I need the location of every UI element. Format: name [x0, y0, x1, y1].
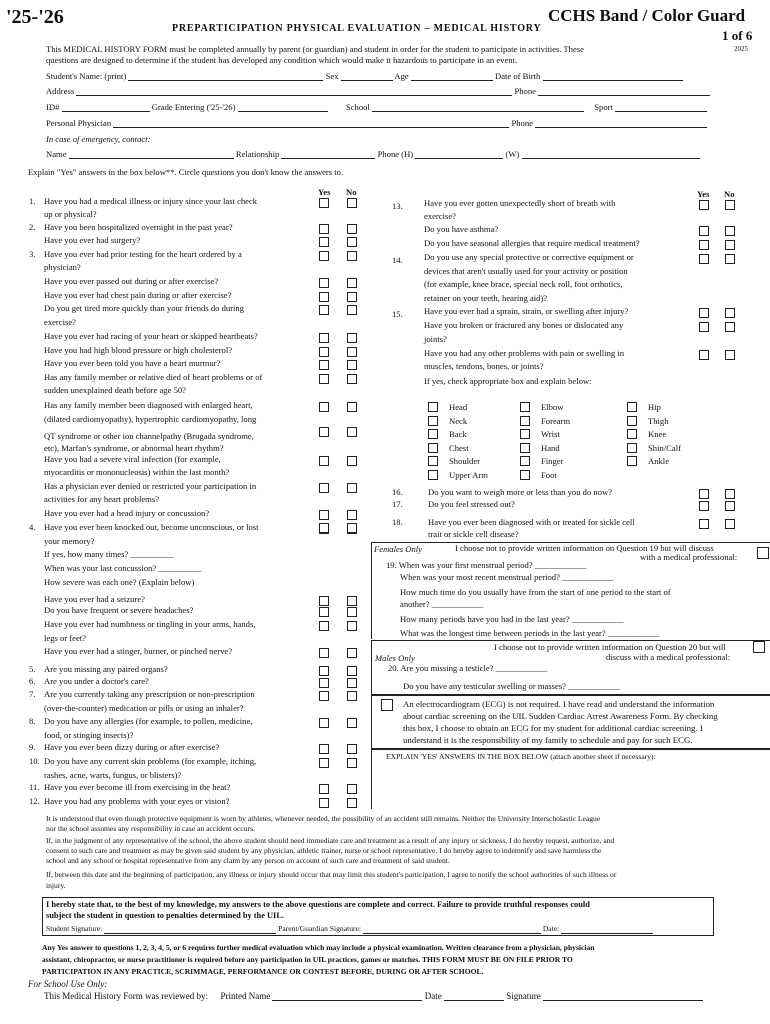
question-text: myocarditis or mononucleosis) within the last month? [44, 467, 230, 477]
question-number: 18. [392, 517, 403, 527]
physician-row [46, 118, 707, 128]
question-text: Have you ever been told you have a heart murmur? [44, 358, 221, 368]
question-yes-checkbox[interactable] [319, 456, 329, 466]
liability-text-2: nor the school assumes any responsibility in case an accident occurs. [46, 824, 255, 833]
date-field[interactable] [561, 925, 653, 934]
question-yes-checkbox[interactable] [699, 200, 709, 210]
body-part-checkbox[interactable] [627, 443, 637, 453]
question-yes-checkbox[interactable] [319, 374, 329, 384]
question-text: Have you had a medical illness or injury since your last check [44, 196, 258, 206]
question-yes-checkbox[interactable] [319, 237, 329, 247]
males-opt-out-checkbox[interactable] [753, 641, 765, 653]
body-part-checkbox[interactable] [428, 402, 438, 412]
question-no-checkbox[interactable] [347, 784, 357, 794]
body-part-label: Shoulder [449, 456, 481, 467]
physician-field[interactable] [113, 118, 509, 128]
body-part-label: Upper Arm [449, 470, 488, 480]
reviewed-row [44, 991, 703, 1001]
question-no-checkbox[interactable] [347, 251, 357, 261]
body-part-label: Forearm [541, 415, 571, 426]
review-signature-field[interactable] [543, 991, 703, 1001]
body-part-checkbox[interactable] [520, 416, 530, 426]
any-yes-text-2: assistant, chiropractor, or nurse practitioner is required before any participation in UIL practices, games or matches. THIS FORM MUST BE ON FILE PRIOR TO [42, 955, 573, 964]
question-text: Have you had a severe viral infection (for example, [44, 454, 221, 464]
question-number: 4. [29, 522, 36, 532]
question-text: exercise? [44, 317, 76, 327]
female-q19-longest-time: What was the longest time between periods in the last year? ____________ [400, 628, 660, 638]
review-date-field[interactable] [444, 991, 504, 1001]
address-label: Address [46, 86, 75, 96]
any-yes-text-3: PARTICIPATION IN ANY PRACTICE, SCRIMMAGE, PERFORMANCE OR CONTEST BEFORE, DURING OR AFTER SCHOOL. [42, 967, 484, 976]
explain-instructions: Explain "Yes" answers in the box below**. Circle questions you don't know the answers to. [28, 167, 344, 177]
phone-w-label: (W) [505, 149, 520, 159]
question-no-checkbox[interactable] [725, 519, 735, 529]
body-part-label: Back [449, 429, 467, 440]
question-no-checkbox[interactable] [725, 322, 735, 332]
explain-yes-label: EXPLAIN 'YES' ANSWERS IN THE BOX BELOW (attach another sheet if necessary): [386, 752, 656, 761]
question-text: How severe was each one? (Explain below) [44, 577, 195, 587]
id-label: ID# [46, 102, 60, 112]
question-text: Do you want to weigh more or less than you do now? [428, 487, 613, 497]
notify-text-1: If, between this date and the beginning of participation, any illness or injury should occur that may limit this student's participation, I agree to notify the school authorities of such illness or [46, 870, 617, 879]
question-text: etc), Marfan's syndrome, or abnormal heart rhythm? [44, 443, 224, 453]
question-yes-checkbox[interactable] [699, 501, 709, 511]
contact-name-field[interactable] [69, 149, 234, 159]
dob-field[interactable] [543, 71, 683, 81]
question-text: Have you ever been dizzy during or after exercise? [44, 742, 220, 752]
intro-line-1: This MEDICAL HISTORY FORM must be completed annually by parent (or guardian) and student in order for the student to participate in activities. These [46, 44, 584, 54]
question-yes-checkbox[interactable] [319, 402, 329, 412]
question-number: 8. [29, 716, 36, 726]
body-part-label: Knee [648, 429, 667, 440]
sex-label: Sex [325, 71, 339, 81]
body-part-checkbox[interactable] [428, 443, 438, 453]
page-number: 1 of 6 [722, 28, 753, 43]
question-text: retainer on your teeth, hearing aid)? [424, 293, 548, 303]
question-yes-checkbox[interactable] [319, 251, 329, 261]
question-text: Have you had any other problems with pain or swelling in [424, 348, 625, 358]
females-choose-text: I choose not to provide written information on Question 19 but will discuss [455, 543, 714, 553]
question-no-checkbox[interactable] [347, 374, 357, 384]
question-yes-checkbox[interactable] [699, 322, 709, 332]
consent-text-3: school and any school or hospital representative from any claim by any person on account of such care and treatment of said student. [46, 856, 450, 865]
right-yes-header: Yes [697, 189, 710, 199]
grade-label: Grade Entering ('25-'26) [151, 102, 236, 112]
question-yes-checkbox[interactable] [319, 666, 329, 676]
sport-label: Sport [594, 102, 613, 112]
question-no-checkbox[interactable] [347, 607, 357, 617]
question-text: Have you ever had racing of your heart or skipped heartbeats? [44, 331, 258, 341]
physician-phone-label: Phone [511, 118, 533, 128]
question-text: devices that aren't usually used for your activity or position [424, 266, 628, 276]
body-part-label: Head [449, 402, 468, 412]
question-no-checkbox[interactable] [347, 596, 357, 606]
signature-row [46, 924, 653, 934]
question-no-checkbox[interactable] [347, 237, 357, 247]
body-part-checkbox[interactable] [627, 429, 637, 439]
body-part-checkbox[interactable] [428, 429, 438, 439]
question-text: up or physical? [44, 209, 97, 219]
question-text: rashes, acne, warts, fungus, or blisters)? [44, 770, 182, 780]
question-no-checkbox[interactable] [347, 278, 357, 288]
question-text: Have you ever been knocked out, become unconscious, or lost [44, 522, 259, 532]
question-text: muscles, tendons, bones, or joints? [424, 361, 544, 371]
question-yes-checkbox[interactable] [319, 596, 329, 606]
question-yes-checkbox[interactable] [319, 427, 329, 437]
question-no-checkbox[interactable] [725, 254, 735, 264]
question-no-checkbox[interactable] [347, 483, 357, 493]
question-text: Do you have any allergies (for example, to pollen, medicine, [44, 716, 253, 726]
consent-text-1: If, in the judgment of any representative of the school, the above student should need immediate care and treatment as a result of any injury or sickness, I do hereby request, authorize, and [46, 836, 615, 845]
question-text: When was your last concussion? __________ [44, 563, 202, 573]
question-text: Have you ever become ill from exercising in the heat? [44, 782, 231, 792]
sex-field[interactable] [341, 71, 393, 81]
question-text: Do you feel stressed out? [428, 499, 515, 509]
body-part-label: Elbow [541, 402, 564, 412]
question-yes-checkbox[interactable] [319, 758, 329, 768]
question-text: Have you ever gotten unexpectedly short of breath with [424, 198, 616, 208]
question-text: Are you currently taking any prescription or non-prescription [44, 689, 255, 699]
question-no-checkbox[interactable] [347, 347, 357, 357]
printed-name-field[interactable] [272, 991, 422, 1001]
body-part-checkbox[interactable] [520, 429, 530, 439]
question-text: food, or stinging insects)? [44, 730, 134, 740]
males-label: Males Only [375, 653, 415, 663]
question-yes-checkbox[interactable] [699, 350, 709, 360]
question-number: 10. [29, 756, 40, 766]
question-text: Are you missing any paired organs? [44, 664, 168, 674]
question-number: 2. [29, 222, 36, 232]
question-no-checkbox[interactable] [347, 456, 357, 466]
statement-text-2: subject the student in question to penalties determined by the UIL. [46, 911, 285, 920]
student-signature-label: Student Signature: [46, 924, 103, 933]
female-q19-periods-last-year: How many periods have you had in the last year? ____________ [400, 614, 624, 624]
parent-signature-field[interactable] [363, 925, 541, 934]
id-row [46, 102, 707, 112]
question-no-checkbox[interactable] [347, 292, 357, 302]
review-date-label: Date [424, 991, 442, 1001]
question-text: exercise? [424, 211, 456, 221]
student-signature-field[interactable] [104, 925, 276, 934]
question-text: Are you under a doctor's care? [44, 676, 149, 686]
question-no-checkbox[interactable] [347, 798, 357, 808]
question-no-checkbox[interactable] [347, 198, 357, 208]
notify-text-2: injury. [46, 881, 66, 890]
question-no-checkbox[interactable] [347, 744, 357, 754]
question-text: Do you have seasonal allergies that require medical treatment? [424, 238, 640, 248]
question-number: 15. [392, 309, 403, 319]
question-text: Have you ever been diagnosed with or treated for sickle cell [428, 517, 635, 527]
question-no-checkbox[interactable] [725, 240, 735, 250]
question-no-checkbox[interactable] [347, 691, 357, 701]
question-yes-checkbox[interactable] [319, 718, 329, 728]
question-no-checkbox[interactable] [725, 489, 735, 499]
age-field[interactable] [411, 71, 493, 81]
question-number: 5. [29, 664, 36, 674]
org-name: CCHS Band / Color Guard [548, 6, 746, 25]
question-text: Have you ever had surgery? [44, 235, 141, 245]
question-text: Have you had any problems with your eyes or vision? [44, 796, 230, 806]
question-text: Do you have frequent or severe headaches? [44, 605, 194, 615]
phone-field[interactable] [538, 86, 710, 96]
sport-field[interactable] [615, 102, 707, 112]
body-part-label: Shin/Calf [648, 442, 681, 453]
age-label: Age [394, 71, 409, 81]
question-no-checkbox[interactable] [347, 648, 357, 658]
question-no-checkbox[interactable] [725, 501, 735, 511]
question-number: 6. [29, 676, 36, 686]
question-text: Has any family member or relative died of heart problems or of [44, 372, 263, 382]
question-yes-checkbox[interactable] [319, 798, 329, 808]
question-text: Have you had high blood pressure or high cholesterol? [44, 345, 233, 355]
question-no-checkbox[interactable] [725, 226, 735, 236]
question-no-checkbox[interactable] [725, 200, 735, 210]
question-number: 16. [392, 487, 403, 497]
question-yes-checkbox[interactable] [319, 198, 329, 208]
question-yes-checkbox[interactable] [319, 678, 329, 688]
question-yes-checkbox[interactable] [319, 607, 329, 617]
question-no-checkbox[interactable] [347, 718, 357, 728]
ecg-text-1: An electrocardiogram (ECG) is not required. I have read and understand the information [403, 699, 715, 709]
question-no-checkbox[interactable] [347, 360, 357, 370]
female-q19-recent-period: When was your most recent menstrual period? ____________ [400, 572, 614, 582]
question-number: 3. [29, 249, 36, 259]
left-yes-header: Yes [318, 187, 331, 197]
body-part-label: Hip [648, 402, 661, 412]
question-number: 1. [29, 196, 36, 206]
statement-text-1: I hereby state that, to the best of my knowledge, my answers to the above questions are complete and correct. Failure to provide truthful responses could [46, 900, 590, 909]
question-yes-checkbox[interactable] [319, 648, 329, 658]
body-part-label: Neck [449, 415, 468, 426]
form-title: PREPARTICIPATION PHYSICAL EVALUATION – MEDICAL HISTORY [172, 23, 542, 34]
female-q19-first-period: 19. When was your first menstrual period? ____________ [386, 560, 587, 570]
question-text: Have you ever had prior testing for the heart ordered by a [44, 249, 242, 259]
question-yes-checkbox[interactable] [319, 347, 329, 357]
student-name-field[interactable] [128, 71, 323, 81]
relationship-field[interactable] [281, 149, 375, 159]
question-text: trait or sickle cell disease? [428, 529, 519, 539]
question-yes-checkbox[interactable] [319, 523, 329, 533]
emergency-label: In case of emergency, contact: [46, 134, 151, 144]
males-choose-text: I choose not to provide written information on Question 20 but will [494, 642, 726, 652]
physician-phone-field[interactable] [535, 118, 707, 128]
right-no-header: No [724, 189, 735, 199]
review-signature-label: Signature [506, 991, 541, 1001]
body-part-checkbox[interactable] [627, 456, 637, 466]
question-text: Have you ever had numbness or tingling in your arms, hands, [44, 619, 256, 629]
females-opt-out-checkbox[interactable] [757, 547, 769, 559]
male-q20-missing-testicle: 20. Are you missing a testicle? ____________ [388, 663, 548, 673]
body-part-label: Finger [541, 456, 564, 467]
question-yes-checkbox[interactable] [319, 784, 329, 794]
question-no-checkbox[interactable] [347, 305, 357, 315]
question-text: Have you broken or fractured any bones or dislocated any [424, 320, 624, 330]
question-no-checkbox[interactable] [347, 510, 357, 520]
question-yes-checkbox[interactable] [319, 292, 329, 302]
question-yes-checkbox[interactable] [319, 224, 329, 234]
question-number: 13. [392, 201, 403, 211]
id-field[interactable] [62, 102, 150, 112]
question-text: Do you have asthma? [424, 224, 499, 234]
phone-w-field[interactable] [522, 149, 700, 159]
question-number: 7. [29, 689, 36, 699]
question-text: activities for any heart problems? [44, 494, 160, 504]
body-part-checkbox[interactable] [520, 456, 530, 466]
body-part-checkbox[interactable] [627, 416, 637, 426]
question-yes-checkbox[interactable] [699, 308, 709, 318]
question-no-checkbox[interactable] [725, 308, 735, 318]
address-row [46, 86, 710, 96]
question-yes-checkbox[interactable] [319, 510, 329, 520]
question-text: Has a physician ever denied or restricted your participation in [44, 481, 257, 491]
liability-text-1: It is understood that even though protective equipment is worn by athletes, whenever needed, the possibility of an accident still remains. Neither the University Interscholastic League [46, 814, 601, 823]
question-number: 14. [392, 255, 403, 265]
question-number: 11. [29, 782, 40, 792]
intro-line-2: questions are designed to determine if the student has developed any condition which would make it hazardous to participate in an event. [46, 55, 518, 65]
question-no-checkbox[interactable] [347, 333, 357, 343]
address-field[interactable] [76, 86, 512, 96]
phone-h-field[interactable] [415, 149, 503, 159]
reviewed-label: This Medical History Form was reviewed by: [44, 991, 208, 1001]
body-part-label: Ankle [648, 456, 670, 467]
question-text: If yes, how many times? __________ [44, 549, 174, 559]
printed-name-label: Printed Name [220, 991, 271, 1001]
question-text: sudden unexplained death before age 50? [44, 385, 186, 395]
question-yes-checkbox[interactable] [699, 226, 709, 236]
school-label: School [345, 102, 370, 112]
question-text: Have you ever had chest pain during or after exercise? [44, 290, 232, 300]
question-number: 9. [29, 742, 36, 752]
female-q19-time-between: How much time do you usually have from the start of one period to the start of [400, 587, 671, 597]
question-number: 17. [392, 499, 403, 509]
parent-signature-label: Parent/Guardian Signature: [278, 924, 362, 933]
males-choose-text-2: discuss with a medical professional: [606, 652, 731, 662]
females-choose-text-2: with a medical professional: [640, 552, 738, 562]
body-part-label: Wrist [541, 429, 560, 440]
body-part-checkbox[interactable] [520, 443, 530, 453]
body-part-label: Thigh [648, 415, 669, 426]
form-year-small: 2025 [734, 45, 748, 53]
question-no-checkbox[interactable] [725, 350, 735, 360]
question-yes-checkbox[interactable] [699, 240, 709, 250]
question-text: Have you ever had a stinger, burner, or pinched nerve? [44, 646, 233, 656]
emergency-row [46, 149, 700, 159]
question-no-checkbox[interactable] [347, 402, 357, 412]
left-no-header: No [346, 187, 357, 197]
question-text: Have you ever had a head injury or concussion? [44, 508, 210, 518]
question-text: (over-the-counter) medication or pills or using an inhaler? [44, 703, 244, 713]
female-q19-another: another? ____________ [400, 599, 484, 609]
phone-h-label: Phone (H) [377, 149, 414, 159]
body-part-checkbox[interactable] [520, 470, 530, 480]
question-text: legs or feet? [44, 633, 86, 643]
question-no-checkbox[interactable] [347, 678, 357, 688]
body-part-checkbox[interactable] [428, 456, 438, 466]
question-no-checkbox[interactable] [347, 523, 357, 533]
question-text: Have you ever had a seizure? [44, 594, 145, 604]
body-part-checkbox[interactable] [627, 402, 637, 412]
relationship-label: Relationship [235, 149, 280, 159]
ecg-checkbox[interactable] [381, 699, 393, 711]
school-field[interactable] [372, 102, 584, 112]
consent-text-2: consent to such care and treatment as may be given said student by any physician, athletic trainer, nurse or school representative. I do hereby agree to indemnify and save harmless the [46, 846, 602, 855]
question-no-checkbox[interactable] [347, 758, 357, 768]
school-use-label: For School Use Only: [28, 979, 108, 989]
question-yes-checkbox[interactable] [699, 254, 709, 264]
question-text: Do you get tired more quickly than your friends do during [44, 303, 245, 313]
question-text: joints? [424, 334, 447, 344]
body-part-label: Hand [541, 442, 560, 453]
ecg-text-3: this box, I choose to obtain an ECG for my student for additional cardiac screening. I [403, 723, 703, 733]
question-text: physician? [44, 262, 81, 272]
question-no-checkbox[interactable] [347, 666, 357, 676]
question-yes-checkbox[interactable] [319, 691, 329, 701]
body-part-checkbox[interactable] [428, 470, 438, 480]
question-yes-checkbox[interactable] [319, 305, 329, 315]
question-text: Do you have any current skin problems (for example, itching, [44, 756, 257, 766]
ecg-text-4: understand it is the responsibility of my family to schedule and pay for such ECG. [403, 735, 693, 745]
question-yes-checkbox[interactable] [319, 744, 329, 754]
question-yes-checkbox[interactable] [319, 360, 329, 370]
phone-label: Phone [514, 86, 536, 96]
body-part-checkbox[interactable] [428, 416, 438, 426]
question-yes-checkbox[interactable] [319, 483, 329, 493]
question-text: Have you ever had a sprain, strain, or swelling after injury? [424, 306, 629, 316]
form-year: '25-'26 [6, 6, 64, 28]
question-yes-checkbox[interactable] [699, 489, 709, 499]
ecg-text-2: about cardiac screening on the UIL Sudden Cardiac Arrest Awareness Form. By checking [403, 711, 718, 721]
question-text: Have you been hospitalized overnight in the past year? [44, 222, 233, 232]
question-text: your memory? [44, 536, 95, 546]
body-part-label: Chest [449, 442, 469, 453]
question-text: QT syndrome or other ion channelpathy (Brugada syndrome, [44, 431, 254, 441]
question-yes-checkbox[interactable] [319, 621, 329, 631]
date-label: Date: [542, 924, 560, 933]
question-yes-checkbox[interactable] [319, 333, 329, 343]
question-no-checkbox[interactable] [347, 621, 357, 631]
question-text: (for example, knee brace, special neck roll, foot orthotics, [424, 279, 623, 289]
name-label: Name [46, 149, 67, 159]
question-number: 12. [29, 796, 40, 806]
student-info-row [46, 71, 683, 81]
question-text: Have you ever passed out during or after exercise? [44, 276, 219, 286]
grade-field[interactable] [238, 102, 328, 112]
dob-label: Date of Birth [495, 71, 541, 81]
females-label: Females Only [374, 544, 422, 554]
male-q20-swelling: Do you have any testicular swelling or masses? ____________ [403, 681, 620, 691]
body-part-label: Foot [541, 470, 557, 480]
student-name-label: Student's Name: (print) [46, 71, 127, 81]
question-yes-checkbox[interactable] [699, 519, 709, 529]
question-text: Do you use any special protective or corrective equipment or [424, 252, 634, 262]
physician-label: Personal Physician [46, 118, 112, 128]
any-yes-text-1: Any Yes answer to questions 1, 2, 3, 4, 5, or 6 requires further medical evaluation which may include a physical examination. Written clearance from a physician, physician [42, 943, 595, 952]
question-text: (dilated cardiomyopathy), hypertrophic cardiomyopathy, long [44, 414, 257, 424]
question-text: Has any family member been diagnosed with enlarged heart, [44, 400, 253, 410]
question-no-checkbox[interactable] [347, 224, 357, 234]
question-text: If yes, check appropriate box and explain below: [424, 376, 592, 386]
body-part-checkbox[interactable] [520, 402, 530, 412]
question-no-checkbox[interactable] [347, 427, 357, 437]
question-yes-checkbox[interactable] [319, 278, 329, 288]
